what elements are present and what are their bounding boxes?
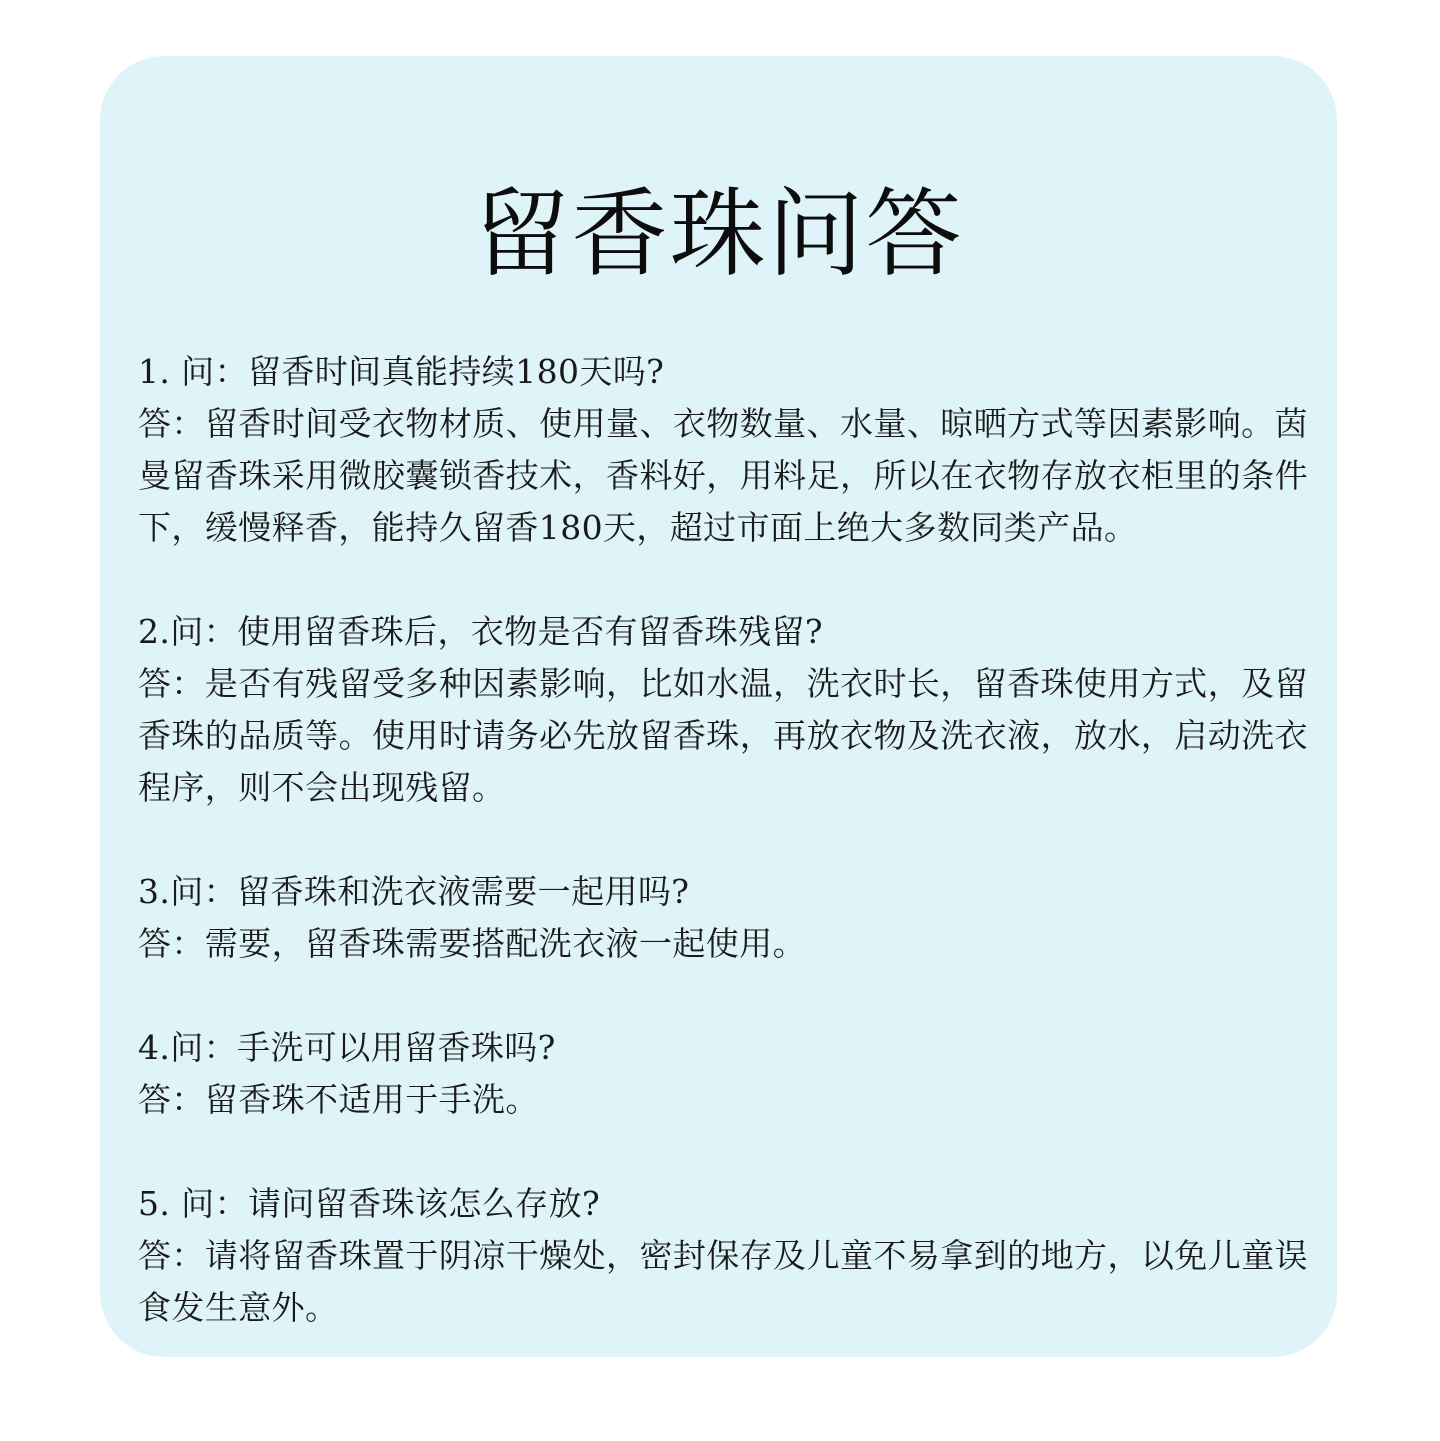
faq-item-4 [138,1022,1308,1126]
faq-question: 4.问：手洗可以用留香珠吗? [138,1028,556,1067]
faq-answer: 答：留香时间受衣物材质、使用量、衣物数量、水量、晾晒方式等因素影响。茵曼留香珠采用微胶囊锁香技术，香料好，用料足，所以在衣物存放衣柜里的条件下，缓慢释香，能持久留香180天，超过市面上绝大多数同类产品。 [138,404,1308,547]
faq-item-3 [138,866,1308,970]
page-title: 留香珠问答 [473,178,964,290]
faq-answer: 答：是否有残留受多种因素影响，比如水温，洗衣时长，留香珠使用方式，及留香珠的品质等。使用时请务必先放留香珠，再放衣物及洗衣液，放水，启动洗衣程序，则不会出现残留。 [138,664,1308,807]
faq-item-1 [138,346,1308,554]
faq-answer: 答：需要，留香珠需要搭配洗衣液一起使用。 [138,924,806,963]
faq-answer: 答：留香珠不适用于手洗。 [138,1080,539,1119]
faq-item-2 [138,606,1308,814]
faq-question: 2.问：使用留香珠后，衣物是否有留香珠残留? [138,612,823,651]
faq-question: 5. 问：请问留香珠该怎么存放? [138,1184,601,1223]
faq-item-5 [138,1178,1308,1334]
faq-question: 1. 问：留香时间真能持续180天吗? [138,352,665,391]
faq-list [138,346,1308,1386]
faq-card [100,56,1337,1357]
faq-question: 3.问：留香珠和洗衣液需要一起用吗? [138,872,690,911]
faq-answer: 答：请将留香珠置于阴凉干燥处，密封保存及儿童不易拿到的地方，以免儿童误食发生意外。 [138,1236,1308,1327]
